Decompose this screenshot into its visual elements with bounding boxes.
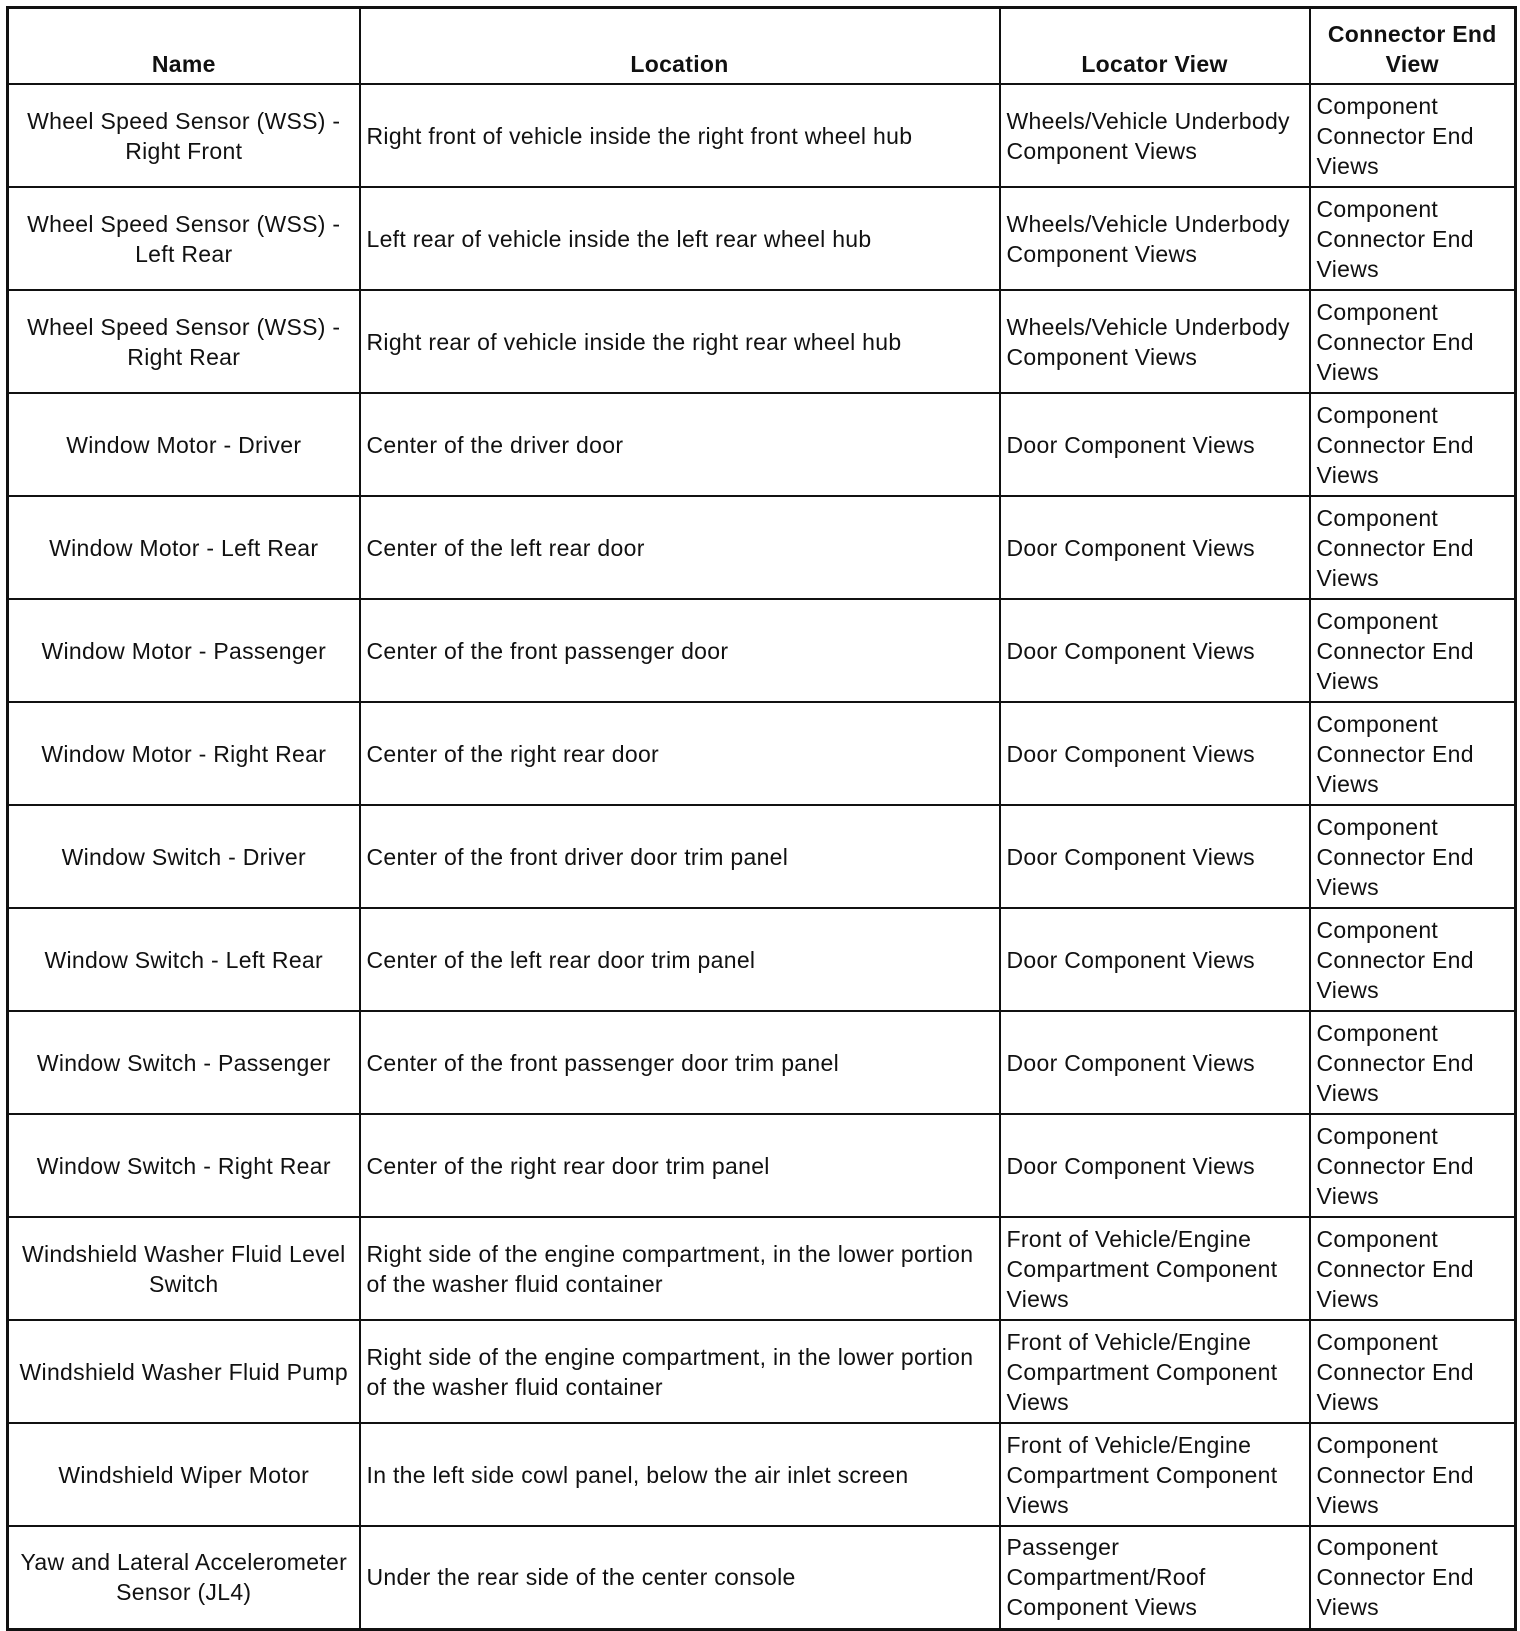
cell-connector-end-view: Component Connector End Views [1310, 702, 1516, 805]
cell-locator-view: Door Component Views [1000, 702, 1310, 805]
table-row [8, 908, 1516, 1011]
cell-name: Window Motor - Right Rear [8, 702, 360, 805]
table-row [8, 805, 1516, 908]
header-connector-end-view: Connector End View [1310, 8, 1516, 85]
table-row [8, 1011, 1516, 1114]
table-row [8, 187, 1516, 290]
cell-name: Yaw and Lateral Accelerometer Sensor (JL4) [8, 1526, 360, 1629]
cell-connector-end-view: Component Connector End Views [1310, 1423, 1516, 1526]
cell-connector-end-view: Component Connector End Views [1310, 187, 1516, 290]
table-row [8, 1526, 1516, 1629]
table-row [8, 496, 1516, 599]
cell-connector-end-view: Component Connector End Views [1310, 290, 1516, 393]
cell-locator-view: Door Component Views [1000, 1011, 1310, 1114]
table-row [8, 393, 1516, 496]
cell-locator-view: Wheels/Vehicle Underbody Component Views [1000, 187, 1310, 290]
table-row [8, 702, 1516, 805]
cell-locator-view: Door Component Views [1000, 393, 1310, 496]
cell-connector-end-view: Component Connector End Views [1310, 1011, 1516, 1114]
header-locator-view: Locator View [1000, 8, 1310, 85]
cell-location: Center of the front driver door trim panel [360, 805, 1000, 908]
header-location: Location [360, 8, 1000, 85]
table-body [8, 84, 1516, 1629]
cell-name: Windshield Wiper Motor [8, 1423, 360, 1526]
cell-connector-end-view: Component Connector End Views [1310, 908, 1516, 1011]
cell-name: Window Switch - Driver [8, 805, 360, 908]
cell-name: Window Motor - Driver [8, 393, 360, 496]
cell-locator-view: Front of Vehicle/Engine Compartment Component Views [1000, 1320, 1310, 1423]
cell-location: Right side of the engine compartment, in the lower portion of the washer fluid container [360, 1217, 1000, 1320]
cell-connector-end-view: Component Connector End Views [1310, 805, 1516, 908]
table-row [8, 1114, 1516, 1217]
cell-location: Center of the left rear door [360, 496, 1000, 599]
cell-location: In the left side cowl panel, below the air inlet screen [360, 1423, 1000, 1526]
cell-location: Center of the driver door [360, 393, 1000, 496]
table-row [8, 1217, 1516, 1320]
cell-location: Right front of vehicle inside the right front wheel hub [360, 84, 1000, 187]
cell-connector-end-view: Component Connector End Views [1310, 496, 1516, 599]
cell-name: Window Switch - Left Rear [8, 908, 360, 1011]
cell-connector-end-view: Component Connector End Views [1310, 393, 1516, 496]
cell-name: Wheel Speed Sensor (WSS) - Left Rear [8, 187, 360, 290]
cell-locator-view: Passenger Compartment/Roof Component Views [1000, 1526, 1310, 1629]
cell-name: Wheel Speed Sensor (WSS) - Right Front [8, 84, 360, 187]
cell-connector-end-view: Component Connector End Views [1310, 1526, 1516, 1629]
cell-location: Center of the right rear door [360, 702, 1000, 805]
table-row [8, 1320, 1516, 1423]
cell-locator-view: Front of Vehicle/Engine Compartment Component Views [1000, 1217, 1310, 1320]
cell-location: Right rear of vehicle inside the right rear wheel hub [360, 290, 1000, 393]
cell-name: Windshield Washer Fluid Level Switch [8, 1217, 360, 1320]
cell-location: Center of the left rear door trim panel [360, 908, 1000, 1011]
cell-connector-end-view: Component Connector End Views [1310, 1217, 1516, 1320]
cell-locator-view: Door Component Views [1000, 496, 1310, 599]
cell-locator-view: Door Component Views [1000, 599, 1310, 702]
cell-name: Window Motor - Passenger [8, 599, 360, 702]
cell-locator-view: Door Component Views [1000, 908, 1310, 1011]
component-locator-table [6, 6, 1517, 1631]
cell-name: Window Switch - Right Rear [8, 1114, 360, 1217]
table-row [8, 84, 1516, 187]
cell-location: Center of the right rear door trim panel [360, 1114, 1000, 1217]
cell-location: Under the rear side of the center console [360, 1526, 1000, 1629]
cell-name: Window Motor - Left Rear [8, 496, 360, 599]
cell-connector-end-view: Component Connector End Views [1310, 84, 1516, 187]
header-name: Name [8, 8, 360, 85]
cell-locator-view: Door Component Views [1000, 805, 1310, 908]
cell-name: Wheel Speed Sensor (WSS) - Right Rear [8, 290, 360, 393]
cell-connector-end-view: Component Connector End Views [1310, 1320, 1516, 1423]
cell-name: Window Switch - Passenger [8, 1011, 360, 1114]
cell-connector-end-view: Component Connector End Views [1310, 1114, 1516, 1217]
cell-name: Windshield Washer Fluid Pump [8, 1320, 360, 1423]
cell-location: Center of the front passenger door [360, 599, 1000, 702]
table-row [8, 599, 1516, 702]
table-row [8, 290, 1516, 393]
table-row [8, 1423, 1516, 1526]
cell-locator-view: Wheels/Vehicle Underbody Component Views [1000, 84, 1310, 187]
cell-location: Left rear of vehicle inside the left rear wheel hub [360, 187, 1000, 290]
table-header-row [8, 8, 1516, 85]
cell-location: Center of the front passenger door trim panel [360, 1011, 1000, 1114]
cell-locator-view: Door Component Views [1000, 1114, 1310, 1217]
cell-locator-view: Front of Vehicle/Engine Compartment Component Views [1000, 1423, 1310, 1526]
cell-location: Right side of the engine compartment, in the lower portion of the washer fluid container [360, 1320, 1000, 1423]
cell-locator-view: Wheels/Vehicle Underbody Component Views [1000, 290, 1310, 393]
cell-connector-end-view: Component Connector End Views [1310, 599, 1516, 702]
